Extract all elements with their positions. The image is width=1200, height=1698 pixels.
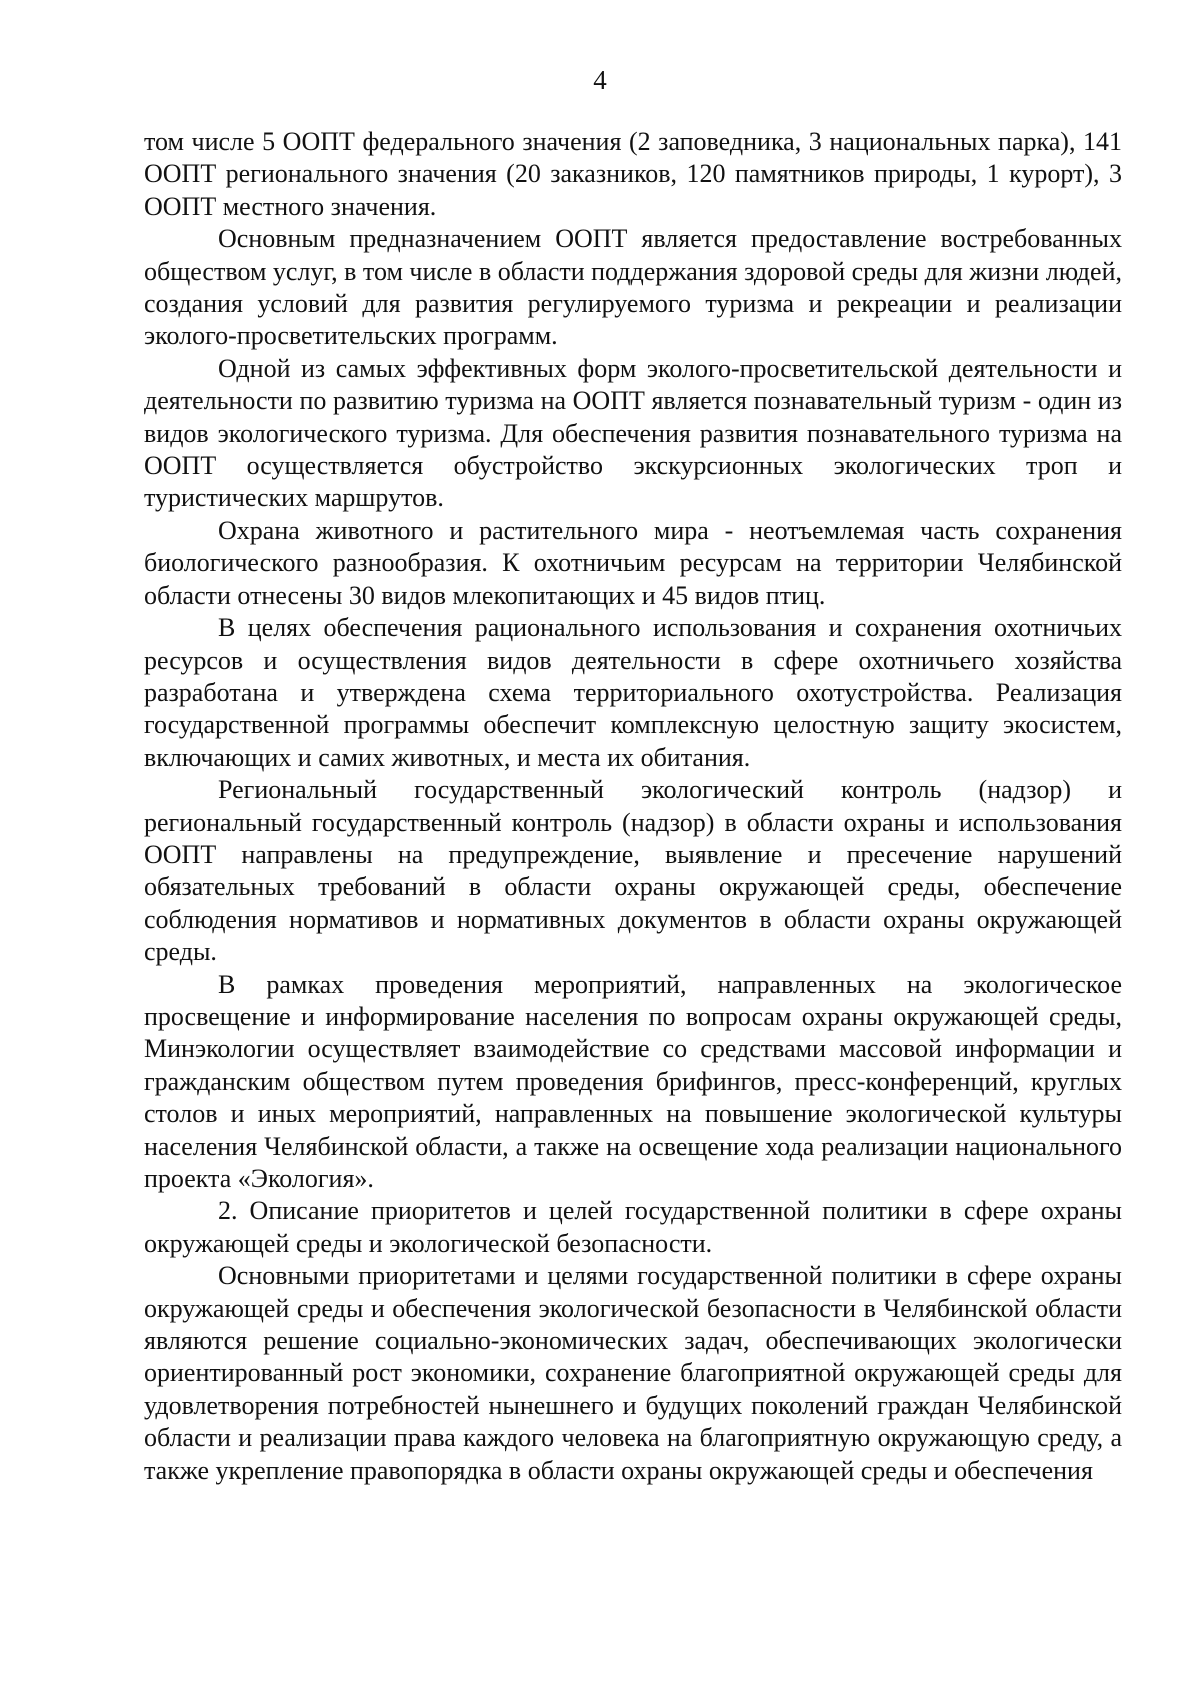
document-body — [144, 126, 1122, 1487]
section-heading-priorities: 2. Описание приоритетов и целей государственной политики в сфере охраны окружающей среды и экологической безопасности. — [144, 1196, 1122, 1258]
paragraph-ecological-control: Региональный государственный экологический контроль (надзор) и региональный государственный контроль (надзор) в области охраны и использования ООПТ направлены на предупреждение, выявление и пресечение нарушений обязательных требований в области охраны окружающей среды, обеспечение соблюдения нормативов и нормативных документов в области охраны окружающей среды. — [144, 775, 1122, 967]
paragraph-policy-priorities: Основными приоритетами и целями государственной политики в сфере охраны окружающей среды и обеспечения экологической безопасности в Челябинской области являются решение социально-экономических задач, обеспечивающих экологически ориентированный рост экономики, сохранение благоприятной окружающей среды для удовлетворения потребностей нынешнего и будущих поколений граждан Челябинской области и реализации права каждого человека на благоприятную окружающую среду, а также укрепление правопорядка в области охраны окружающей среды и обеспечения — [144, 1261, 1122, 1485]
paragraph-ecological-education: В рамках проведения мероприятий, направленных на экологическое просвещение и информирование населения по вопросам охраны окружающей среды, Минэкологии осуществляет взаимодействие со средствами массовой информации и гражданским обществом путем проведения брифингов, пресс-конференций, круглых столов и иных мероприятий, направленных на повышение экологической культуры населения Челябинской области, а также на освещение хода реализации национального проекта «Экология». — [144, 969, 1122, 1193]
paragraph-oopt-purpose: Основным предназначением ООПТ является предоставление востребованных обществом услуг, в том числе в области поддержания здоровой среды для жизни людей, создания условий для развития регулируемого туризма и рекреации и реализации эколого-просветительских программ. — [144, 224, 1122, 351]
paragraph-wildlife-protection: Охрана животного и растительного мира - неотъемлемая часть сохранения биологического разнообразия. К охотничьим ресурсам на территории Челябинской области отнесены 30 видов млекопитающих и 45 видов птиц. — [144, 515, 1122, 610]
paragraph-hunting-resources: В целях обеспечения рационального использования и сохранения охотничьих ресурсов и осуществления видов деятельности в сфере охотничьего хозяйства разработана и утверждена схема территориального охотустройства. Реализация государственной программы обеспечит комплексную целостную защиту экосистем, включающих и самих животных, и места их обитания. — [144, 613, 1122, 772]
paragraph-cognitive-tourism: Одной из самых эффективных форм эколого-просветительской деятельности и деятельности по развитию туризма на ООПТ является познавательный туризм - один из видов экологического туризма. Для обеспечения развития познавательного туризма на ООПТ осуществляется обустройство экскурсионных экологических троп и туристических маршрутов. — [144, 353, 1122, 513]
paragraph-continuation: том числе 5 ООПТ федерального значения (2 заповедника, 3 национальных парка), 141 ООПТ регионального значения (20 заказников, 120 памятников природы, 1 курорт), 3 ООПТ местного значения. — [144, 127, 1122, 221]
page-number: 4 — [593, 65, 607, 95]
